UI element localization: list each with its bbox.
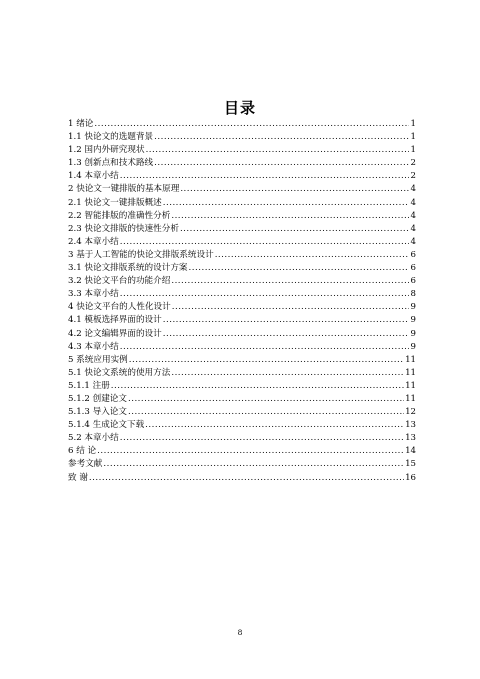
toc-entry-page: 9 <box>410 328 416 339</box>
toc-leader-dots <box>120 341 409 354</box>
toc-entry-label: 致 谢 <box>68 472 88 483</box>
toc-leader-dots <box>180 183 409 196</box>
toc-entry <box>68 419 416 432</box>
toc-entry-label: 3.2 快论文平台的功能介绍 <box>68 276 171 287</box>
toc-leader-dots <box>89 472 404 485</box>
toc-entry-label: 6 结 论 <box>68 446 97 457</box>
toc-leader-dots <box>172 301 409 314</box>
toc-entry <box>68 393 416 406</box>
toc-entry-page: 1 <box>410 119 416 129</box>
toc-leader-dots <box>103 458 404 471</box>
toc-entry <box>68 288 416 301</box>
toc-leader-dots <box>171 367 404 380</box>
toc-leader-dots <box>94 118 409 131</box>
toc-entry-label: 1.2 国内外研究现状 <box>68 145 145 156</box>
toc-entry <box>68 301 416 314</box>
toc-entry-label: 4.3 本章小结 <box>68 341 119 352</box>
toc-leader-dots <box>111 380 404 393</box>
toc-entry <box>68 314 416 327</box>
toc-entry-label: 参考文献 <box>68 459 103 470</box>
toc-entry-page: 16 <box>405 472 416 483</box>
toc-entry-page: 15 <box>405 459 416 470</box>
toc-entry <box>68 354 416 367</box>
toc-entry-page: 11 <box>405 393 416 404</box>
toc-entry-label: 1.3 创新点和技术路线 <box>68 158 154 169</box>
toc-leader-dots <box>145 419 404 432</box>
toc-entry-label: 3 基于人工智能的快论文排版系统设计 <box>68 249 214 260</box>
toc-entry-page: 12 <box>405 407 416 418</box>
toc-entry <box>68 367 416 380</box>
toc-entry-label: 3.1 快论文排版系统的设计方案 <box>68 263 188 274</box>
toc-title: 目录 <box>223 99 256 117</box>
toc-leader-dots <box>154 131 409 144</box>
toc-leader-dots <box>120 288 409 301</box>
toc-entry <box>68 210 416 223</box>
toc-entry <box>68 183 416 196</box>
toc-entry-page: 6 <box>410 263 416 274</box>
toc-leader-dots <box>129 354 404 367</box>
toc-entry-label: 4.1 模板选择界面的设计 <box>68 315 162 326</box>
toc-leader-dots <box>189 262 409 275</box>
toc-list <box>68 118 416 485</box>
toc-leader-dots <box>128 406 404 419</box>
toc-entry-page: 14 <box>405 446 416 457</box>
toc-entry-label: 5.1.2 创建论文 <box>68 393 127 404</box>
toc-entry-page: 4 <box>410 197 416 208</box>
toc-entry-page: 11 <box>405 367 416 378</box>
toc-entry <box>68 275 416 288</box>
toc-leader-dots <box>171 275 409 288</box>
toc-entry-label: 2.4 本章小结 <box>68 236 119 247</box>
toc-entry <box>68 380 416 393</box>
toc-entry-page: 2 <box>410 158 416 169</box>
page-number: 8 <box>237 628 243 637</box>
toc-leader-dots <box>120 236 409 249</box>
toc-entry-page: 6 <box>410 276 416 287</box>
toc-entry-label: 4 快论文平台的人性化设计 <box>68 302 171 313</box>
toc-entry-page: 11 <box>405 354 416 365</box>
toc-entry-label: 5.2 本章小结 <box>68 433 119 444</box>
toc-entry <box>68 445 416 458</box>
toc-entry-page: 6 <box>410 249 416 260</box>
toc-entry <box>68 458 416 471</box>
toc-entry-page: 4 <box>410 210 416 221</box>
toc-entry <box>68 328 416 341</box>
toc-leader-dots <box>120 170 409 183</box>
toc-entry-page: 4 <box>410 236 416 247</box>
toc-leader-dots <box>163 328 409 341</box>
toc-leader-dots <box>171 210 409 223</box>
toc-entry-label: 5.1 快论文系统的使用方法 <box>68 367 171 378</box>
toc-entry-page: 9 <box>410 315 416 326</box>
toc-entry-label: 1.1 快论文的选题背景 <box>68 132 154 143</box>
toc-entry-page: 13 <box>405 420 416 431</box>
toc-entry-label: 3.3 本章小结 <box>68 289 119 300</box>
toc-leader-dots <box>215 249 409 262</box>
toc-leader-dots <box>97 445 404 458</box>
toc-entry-page: 8 <box>410 289 416 300</box>
toc-entry <box>68 249 416 262</box>
toc-entry-label: 4.2 论文编辑界面的设计 <box>68 328 162 339</box>
toc-entry-label: 2 快论文一键排版的基本原理 <box>68 184 180 195</box>
toc-entry <box>68 236 416 249</box>
toc-entry-label: 2.3 快论文排版的快速性分析 <box>68 223 179 234</box>
toc-entry-page: 9 <box>410 341 416 352</box>
toc-entry-page: 2 <box>410 171 416 182</box>
toc-entry-label: 5.1.1 注册 <box>68 380 110 391</box>
toc-leader-dots <box>128 393 404 406</box>
toc-entry-page: 13 <box>405 433 416 444</box>
toc-leader-dots <box>146 144 409 157</box>
toc-entry <box>68 118 416 131</box>
toc-entry <box>68 197 416 210</box>
toc-leader-dots <box>163 314 409 327</box>
toc-entry <box>68 472 416 485</box>
toc-entry <box>68 262 416 275</box>
toc-entry-label: 1.4 本章小结 <box>68 171 119 182</box>
toc-entry-label: 5 系统应用实例 <box>68 354 128 365</box>
toc-leader-dots <box>180 223 409 236</box>
toc-entry-page: 4 <box>410 223 416 234</box>
toc-entry-page: 1 <box>410 145 416 156</box>
toc-entry-label: 5.1.3 导入论文 <box>68 407 127 418</box>
toc-entry-label: 2.1 快论文一键排版概述 <box>68 197 162 208</box>
toc-leader-dots <box>120 432 404 445</box>
toc-entry <box>68 223 416 236</box>
toc-entry <box>68 406 416 419</box>
toc-entry-page: 1 <box>410 132 416 143</box>
toc-entry-label: 2.2 智能排版的准确性分析 <box>68 210 171 221</box>
toc-entry-label: 1 绪论 <box>68 119 94 129</box>
toc-entry <box>68 131 416 144</box>
toc-entry <box>68 144 416 157</box>
toc-leader-dots <box>163 197 409 210</box>
toc-entry-page: 9 <box>410 302 416 313</box>
toc-entry <box>68 170 416 183</box>
toc-entry <box>68 157 416 170</box>
toc-entry-label: 5.1.4 生成论文下载 <box>68 420 145 431</box>
toc-entry <box>68 432 416 445</box>
toc-leader-dots <box>154 157 409 170</box>
toc-entry-page: 11 <box>405 380 416 391</box>
toc-entry <box>68 341 416 354</box>
toc-entry-page: 4 <box>410 184 416 195</box>
